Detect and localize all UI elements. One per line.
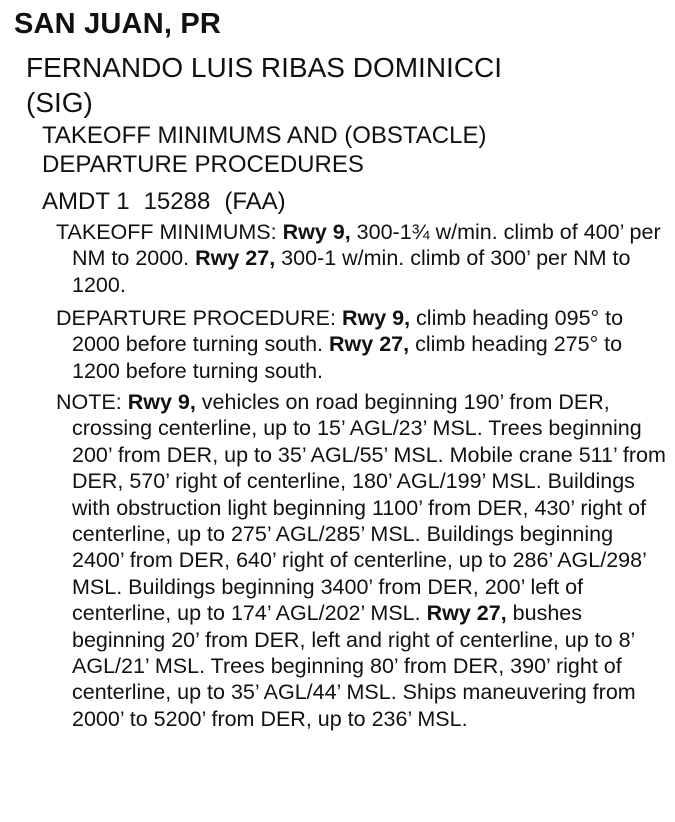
runway-27-obstacle-text: bushes beginning 20’ from DER, left and right of centerline, up to 8’ AGL/21’ MSL. Trees beginning 80’ from DER, 390’ right of centerline, up to 35’ AGL/44’ MSL. Ships maneuvering from 2000’ to 5200’ from DER, up to 236’ MSL.: [72, 601, 636, 731]
departure-procedure-label: DEPARTURE PROCEDURE:: [56, 306, 336, 330]
runway-9-obstacle-text: vehicles on road beginning 190’ from DER, crossing centerline, up to 15’ AGL/23’ MSL. Trees beginning 200’ from DER, up to 35’ AGL/55’ MSL. Mobile crane 511’ from DER, 570’ right of centerline, 180’ AGL/199’ MSL. Buildings with obstruction light beginning 1100’ from DER, 430’ right of centerline, up to 275’ AGL/285’ MSL. Buildings beginning 2400’ from DER, 640’ right of centerline, up to 286’ AGL/298’ MSL. Buildings beginning 3400’ from DER, 200’ left of centerline, up to 174’ AGL/202’ MSL.: [72, 390, 666, 626]
runway-9-label: Rwy 9,: [127, 390, 196, 414]
runway-27-label: Rwy 27,: [195, 246, 276, 271]
section-title-line2: DEPARTURE PROCEDURES: [42, 151, 364, 178]
section-title: [42, 121, 486, 179]
takeoff-minimums-paragraph: [56, 219, 668, 298]
takeoff-minimums-section: [56, 219, 668, 298]
takeoff-minimums-label: TAKEOFF MINIMUMS:: [56, 220, 277, 244]
note-label: NOTE:: [56, 390, 122, 414]
airport-code: (SIG): [26, 87, 93, 118]
amendment-number: 15288: [143, 188, 211, 215]
runway-27-label: Rwy 27,: [329, 332, 410, 357]
airport-name-line: FERNANDO LUIS RIBAS DOMINICCI: [26, 52, 503, 83]
city-title: SAN JUAN, PR: [14, 8, 222, 40]
departure-procedure-section: [56, 305, 668, 384]
authority-label: (FAA): [224, 188, 286, 215]
runway-9-takeoff-text: 300-1¾ w/min. climb of 400’ per NM to 2000.: [72, 220, 661, 271]
note-paragraph: [56, 389, 668, 732]
amendment-line: [42, 187, 300, 216]
section-title-line1: TAKEOFF MINIMUMS AND (OBSTACLE): [42, 122, 487, 149]
runway-9-label: Rwy 9,: [282, 220, 351, 244]
airport-name: [26, 50, 656, 120]
departure-procedure-paragraph: [56, 305, 668, 384]
runway-27-takeoff-text: 300-1 w/min. climb of 300’ per NM to 1200.: [72, 246, 631, 297]
runway-27-departure-text: climb heading 275° to 1200 before turning south.: [72, 332, 623, 383]
amendment-label: AMDT 1: [42, 188, 130, 215]
runway-9-departure-text: climb heading 095° to 2000 before turning south.: [72, 306, 624, 357]
runway-9-label: Rwy 9,: [341, 306, 411, 330]
note-section: [56, 389, 668, 732]
runway-27-label: Rwy 27,: [426, 601, 507, 626]
